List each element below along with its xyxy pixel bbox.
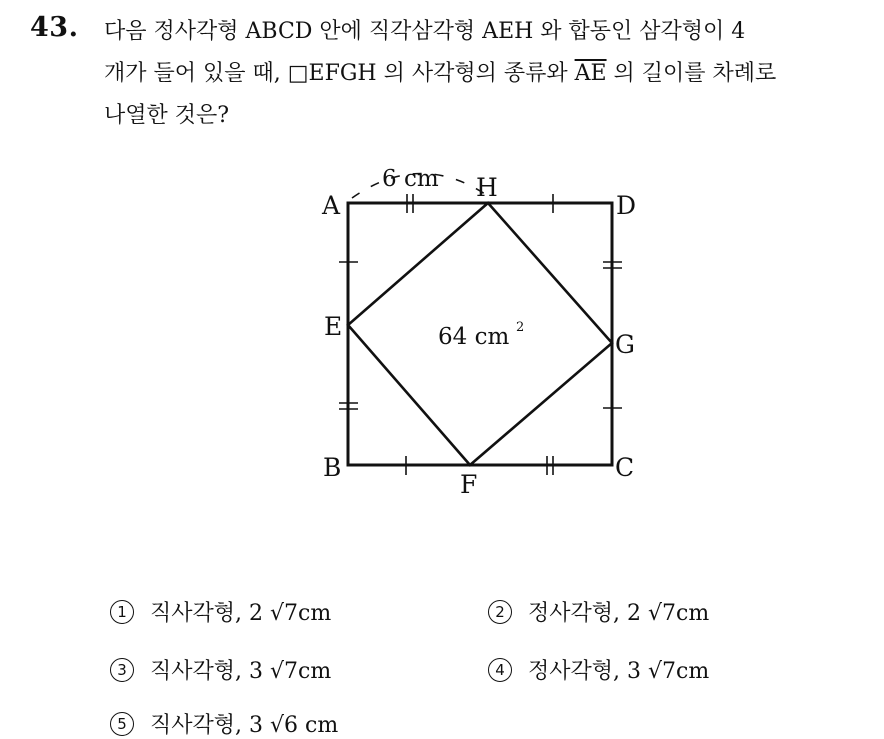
- vertex-label-b: B: [323, 453, 342, 482]
- choice-5-mark: 5: [110, 712, 134, 736]
- choice-3-mark: 3: [110, 658, 134, 682]
- choice-1[interactable]: [110, 596, 331, 627]
- choice-4-text: 정사각형, 3 √7cm: [528, 659, 710, 684]
- choice-3[interactable]: [110, 654, 331, 685]
- choice-1-text: 직사각형, 2 √7cm: [150, 601, 332, 626]
- dimension-arc: [352, 173, 488, 198]
- question-line-3: 나열한 것은?: [104, 103, 230, 128]
- double-tick-fc: [547, 456, 553, 475]
- question-line-2: [104, 56, 776, 87]
- choice-5-text: 직사각형, 3 √6 cm: [150, 713, 339, 738]
- vertex-label-e: E: [324, 312, 343, 341]
- question-line-1: 다음 정사각형 ABCD 안에 직각삼각형 AEH 와 합동인 삼각형이 4: [104, 19, 746, 44]
- double-tick-ah: [407, 194, 413, 213]
- square-abcd: [348, 203, 612, 465]
- choice-1-mark: 1: [110, 600, 134, 624]
- double-tick-dg: [603, 262, 622, 268]
- area-exponent: 2: [516, 320, 525, 335]
- vertex-label-g: G: [615, 330, 635, 359]
- choice-4[interactable]: [488, 654, 709, 685]
- vertex-label-d: D: [616, 191, 637, 220]
- choice-3-text: 직사각형, 3 √7cm: [150, 659, 332, 684]
- choice-2-text: 정사각형, 2 √7cm: [528, 601, 710, 626]
- vertex-label-h: H: [476, 173, 498, 202]
- vertex-label-f: F: [460, 470, 478, 499]
- vertex-label-c: C: [615, 453, 635, 482]
- choice-2[interactable]: [488, 596, 709, 627]
- choice-4-mark: 4: [488, 658, 512, 682]
- segment-ae: $\overline{AE}$: [574, 61, 607, 86]
- double-tick-eb: [339, 403, 358, 409]
- area-label: 64 cm: [438, 324, 510, 350]
- question-line-2-start: 개가 들어 있을 때, □EFGH 의 사각형의 종류와: [104, 61, 575, 86]
- choice-5[interactable]: [110, 708, 338, 739]
- length-label-ah: 6 cm: [382, 166, 439, 192]
- question-number: 43.: [30, 12, 79, 43]
- quadrilateral-efgh: [348, 203, 612, 465]
- choice-2-mark: 2: [488, 600, 512, 624]
- vertex-label-a: A: [322, 191, 341, 220]
- question-line-2-end: 의 길이를 차례로: [606, 61, 777, 86]
